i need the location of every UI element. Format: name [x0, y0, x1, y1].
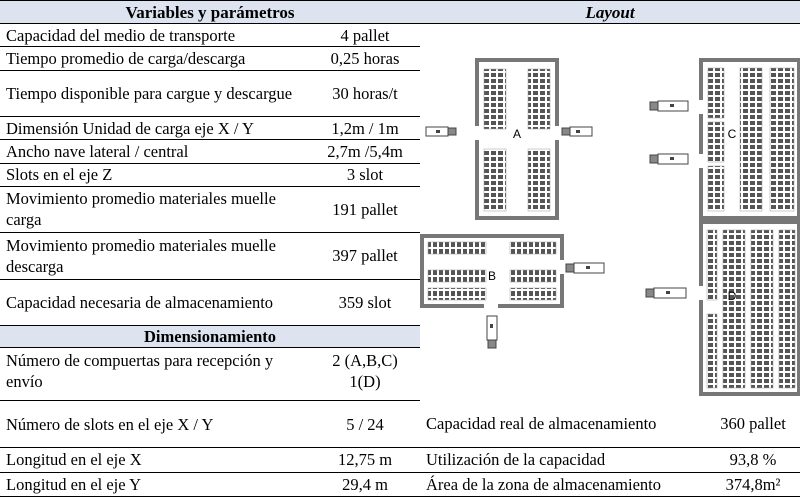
param-value: 4 pallet	[310, 24, 420, 47]
warehouse-layout-figure	[420, 24, 800, 396]
truck-icon	[487, 316, 497, 348]
param-value: 3 slot	[310, 163, 420, 186]
warehouse-c	[698, 60, 799, 218]
warehouse-a	[474, 60, 560, 218]
result-value: 93,8 %	[706, 448, 800, 472]
dimension-value: 2 (A,B,C) 1(D)	[332, 351, 398, 392]
dimension-header: Dimensionamiento	[0, 326, 420, 348]
variables-header: Variables y parámetros	[0, 1, 420, 24]
param-label: Slots en el eje Z	[0, 163, 310, 186]
param-value: 191 pallet	[310, 186, 420, 232]
param-label: Tiempo promedio de carga/descarga	[0, 47, 310, 70]
dimension-value: 12,75 m	[310, 448, 420, 472]
param-label: Ancho nave lateral / central	[0, 140, 310, 163]
param-label: Movimiento promedio materiales muelle descarga	[0, 233, 310, 279]
result-value: 374,8m²	[706, 472, 800, 496]
param-value: 397 pallet	[310, 233, 420, 279]
result-label: Utilización de la capacidad	[420, 448, 706, 472]
truck-icon	[646, 288, 686, 298]
truck-icon	[650, 101, 688, 111]
warehouse-b	[422, 236, 565, 309]
truck-icon	[566, 263, 604, 273]
layout-figure-cell	[420, 24, 800, 401]
param-label: Capacidad del medio de transporte	[0, 24, 310, 47]
label-d: D	[727, 289, 737, 304]
dimension-value: 5 / 24	[310, 400, 420, 447]
param-value: 359 slot	[310, 279, 420, 325]
warehouse-d	[698, 222, 799, 394]
result-value: 360 pallet	[706, 400, 800, 447]
result-label: Capacidad real de almacenamiento	[420, 400, 706, 447]
param-value: 1,2m / 1m	[310, 117, 420, 140]
label-c: C	[727, 127, 737, 142]
param-label: Capacidad necesaria de almacenamiento	[0, 279, 310, 325]
dimension-label: Número de slots en el eje X / Y	[0, 400, 310, 447]
layout-header: Layout	[420, 1, 800, 24]
param-value: 30 horas/t	[310, 70, 420, 116]
truck-icon	[562, 127, 592, 136]
param-value: 0,25 horas	[310, 47, 420, 70]
result-label: Área de la zona de almacenamiento	[420, 472, 706, 496]
truck-icon	[426, 127, 456, 136]
dimension-value: 29,4 m	[310, 472, 420, 496]
param-label: Movimiento promedio materiales muelle carga	[0, 186, 310, 232]
param-value: 2,7m /5,4m	[310, 140, 420, 163]
param-label: Tiempo disponible para cargue y descargue	[0, 70, 310, 116]
dimension-label: Número de compuertas para recepción y envío	[6, 351, 274, 392]
label-a: A	[513, 127, 522, 142]
param-label: Dimensión Unidad de carga eje X / Y	[0, 117, 310, 140]
label-b: B	[488, 269, 497, 284]
dimension-label: Longitud en el eje X	[0, 448, 310, 472]
truck-icon	[650, 154, 688, 164]
dimension-label: Longitud en el eje Y	[0, 472, 310, 496]
